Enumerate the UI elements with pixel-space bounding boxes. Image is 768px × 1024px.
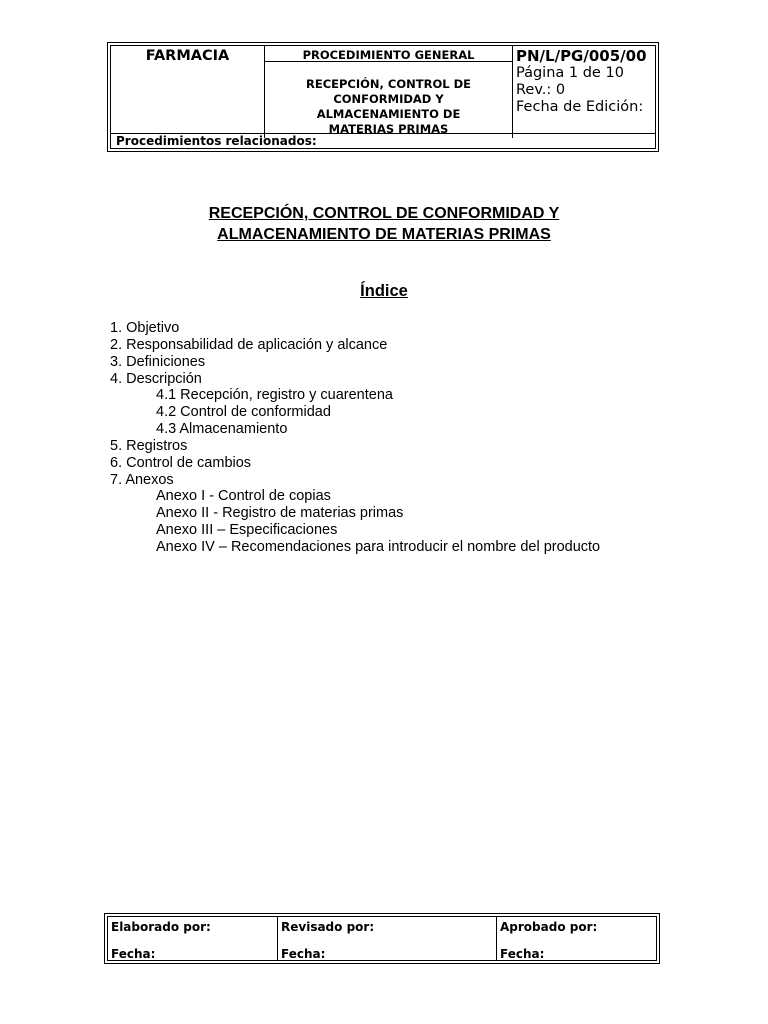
table-of-contents: [110, 320, 600, 556]
toc-subitem: Anexo III – Especificaciones: [156, 522, 338, 539]
toc-subitem: Anexo I - Control de copias: [156, 488, 331, 505]
related-procedures: Procedimientos relacionados:: [111, 133, 655, 148]
revision-number: Rev.: 0: [516, 82, 566, 98]
document-info-cell: [513, 46, 655, 138]
toc-subitem: 4.2 Control de conformidad: [156, 404, 331, 421]
elaborado-label: Elaborado por:: [111, 920, 211, 934]
toc-subitem: 4.1 Recepción, registro y cuarentena: [156, 387, 393, 404]
toc-item: 5. Registros: [110, 437, 188, 454]
aprobado-fecha-label: Fecha:: [500, 947, 545, 961]
aprobado-label: Aprobado por:: [500, 920, 598, 934]
revisado-label: Revisado por:: [281, 920, 375, 934]
document-title: [100, 203, 668, 245]
index-heading: Índice: [360, 282, 408, 300]
document-title-line1: RECEPCIÓN, CONTROL DE CONFORMIDAD Y: [208, 205, 560, 222]
signature-footer: [104, 913, 660, 964]
toc-item: 4. Descripción: [110, 370, 202, 387]
procedure-title: RECEPCIÓN, CONTROL DE CONFORMIDAD Y ALMACENAMIENTO DE MATERIAS PRIMAS: [306, 77, 471, 136]
toc-subitem: 4.3 Almacenamiento: [156, 421, 288, 438]
toc-item: 7. Anexos: [110, 471, 174, 488]
elaborado-cell: [108, 917, 277, 960]
signature-footer-inner: [107, 916, 657, 961]
header-top-row: [111, 46, 655, 138]
revisado-fecha-label: Fecha:: [281, 947, 326, 961]
procedure-type: PROCEDIMIENTO GENERAL: [265, 46, 512, 62]
toc-subitem: Anexo IV – Recomendaciones para introducir el nombre del producto: [156, 538, 601, 555]
procedure-cell: [265, 46, 513, 138]
toc-item: 2. Responsabilidad de aplicación y alcance: [110, 336, 388, 353]
aprobado-cell: [496, 917, 656, 960]
page-number: Página 1 de 10: [516, 65, 624, 81]
document-code: PN/L/PG/005/00: [516, 47, 647, 65]
toc-subitem: Anexo II - Registro de materias primas: [156, 505, 404, 522]
elaborado-fecha-label: Fecha:: [111, 947, 156, 961]
toc-item: 1. Objetivo: [110, 320, 180, 336]
document-title-line2: ALMACENAMIENTO DE MATERIAS PRIMAS: [217, 226, 551, 243]
toc-item: 3. Definiciones: [110, 353, 206, 370]
document-header: [107, 42, 659, 152]
department-label: FARMACIA: [111, 46, 265, 138]
revisado-cell: [277, 917, 496, 960]
document-header-inner: [110, 45, 656, 149]
edition-date: Fecha de Edición:: [516, 99, 644, 115]
toc-item: 6. Control de cambios: [110, 454, 252, 471]
